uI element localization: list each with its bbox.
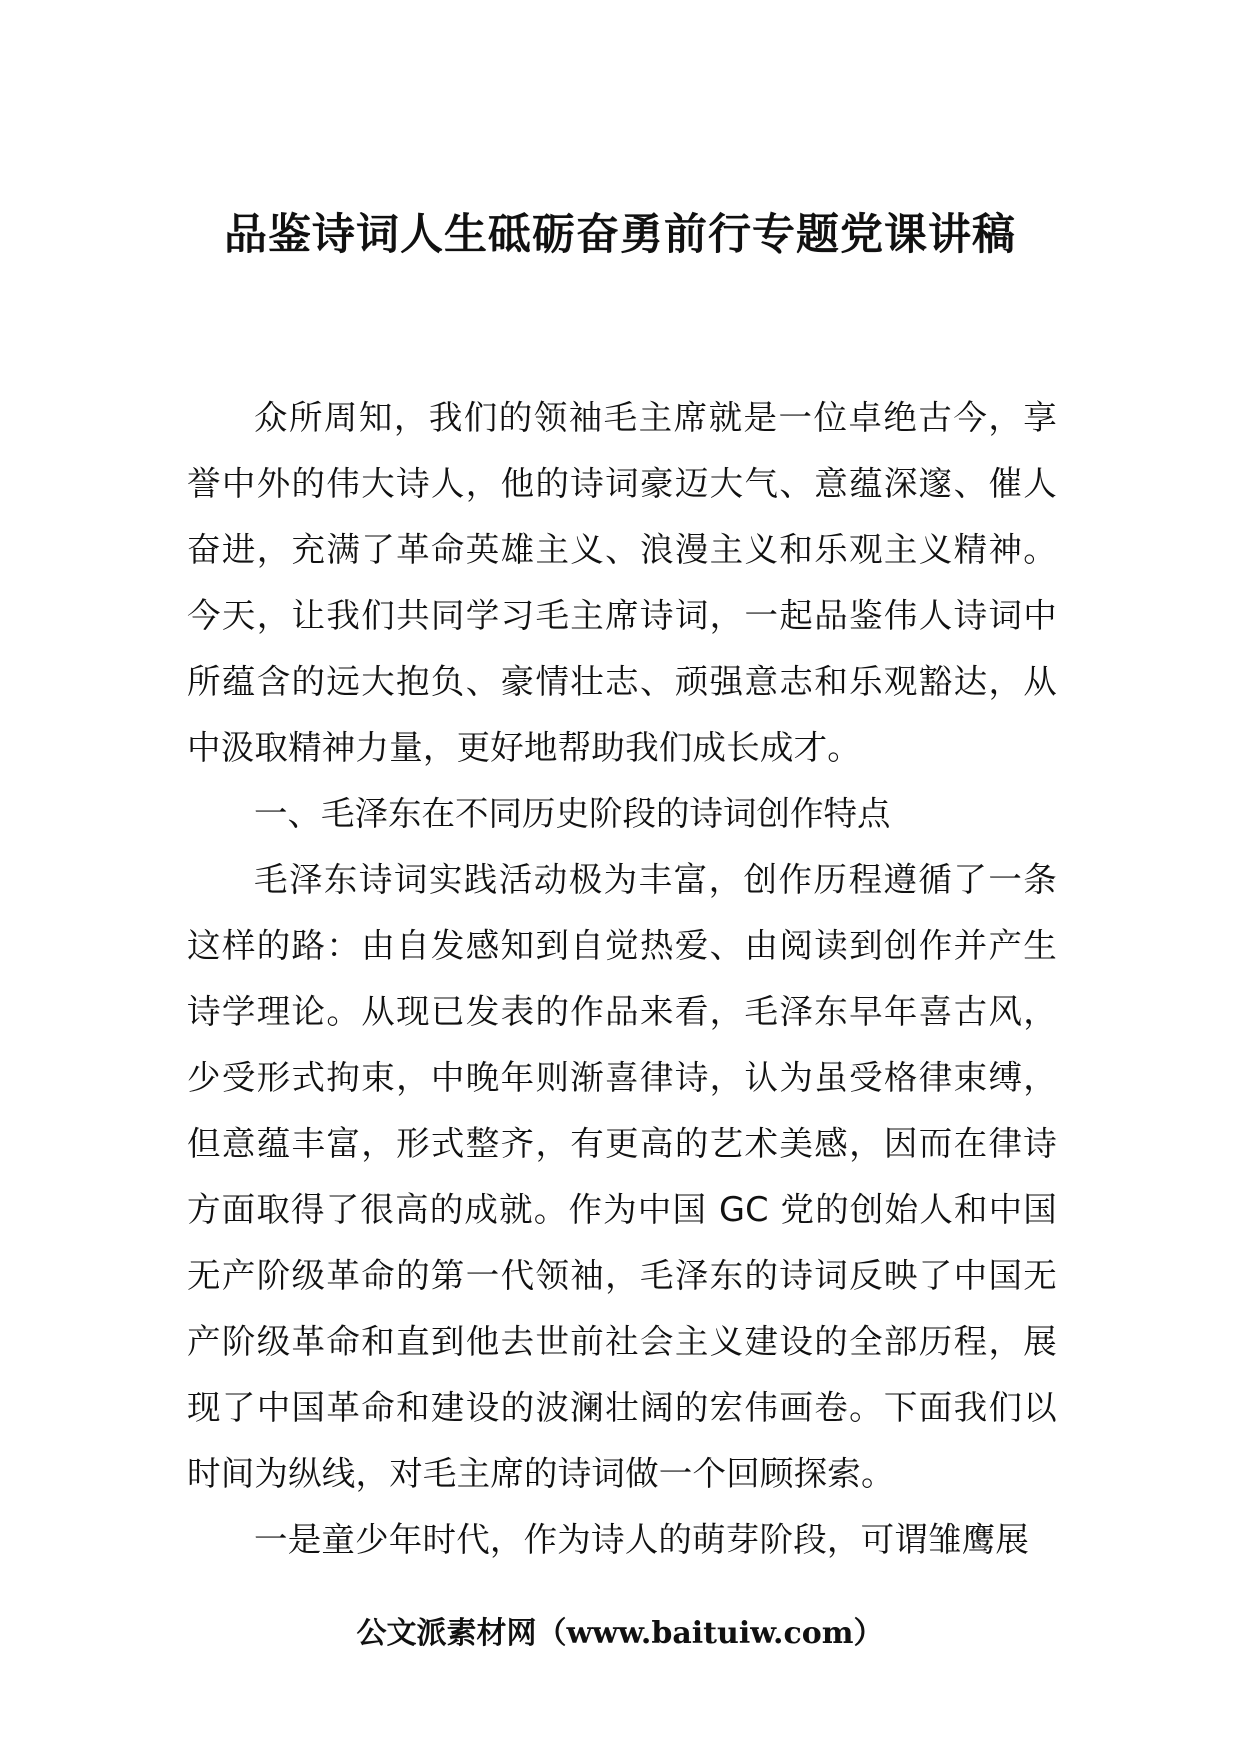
paragraph-creation-features: 毛泽东诗词实践活动极为丰富，创作历程遵循了一条这样的路：由自发感知到自觉热爱、由阅读到创作并产生诗学理论。从现已发表的作品来看，毛泽东早年喜古风，少受形式拘束，中晚年则渐喜律诗，认为虽受格律束缚，但意蕴丰富，形式整齐，有更高的艺术美感，因而在律诗方面取得了很高的成就。作为中国 GC 党的创始人和中国无产阶级革命的第一代领袖，毛泽东的诗词反映了中国无产阶级革命和直到他去世前社会主义建设的全部历程，展现了中国革命和建设的波澜壮阔的宏伟画卷。下面我们以时间为纵线，对毛主席的诗词做一个回顾探索。 (187, 860, 1057, 1493)
document-body (187, 385, 1057, 1573)
footer-source: 公文派素材网（www.baituiw.com） (356, 1616, 884, 1651)
paragraph-intro: 众所周知，我们的领袖毛主席就是一位卓绝古今，享誉中外的伟大诗人，他的诗词豪迈大气、意蕴深邃、催人奋进，充满了革命英雄主义、浪漫主义和乐观主义精神。今天，让我们共同学习毛主席诗词，一起品鉴伟人诗词中所蕴含的远大抱负、豪情壮志、顽强意志和乐观豁达，从中汲取精神力量，更好地帮助我们成长成才。 (187, 398, 1057, 767)
section-heading-1: 一、毛泽东在不同历史阶段的诗词创作特点 (254, 794, 891, 833)
document-title: 品鉴诗词人生砥砺奋勇前行专题党课讲稿 (224, 210, 1016, 260)
paragraph-childhood: 一是童少年时代，作为诗人的萌芽阶段，可谓雏鹰展 (254, 1520, 1030, 1559)
